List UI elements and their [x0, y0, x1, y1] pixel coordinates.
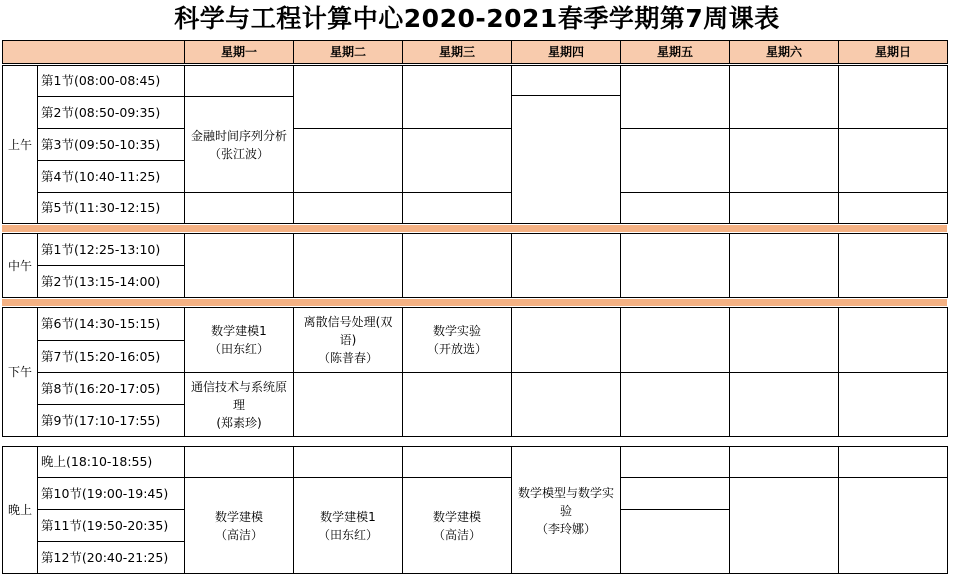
time-slot-label: 第9节(17:10-17:55): [41, 412, 161, 428]
empty-cell: [621, 373, 729, 436]
empty-cell: [403, 129, 511, 192]
empty-cell: [185, 234, 293, 297]
course-cell[interactable]: [512, 448, 620, 573]
time-slot-label: 第8节(16:20-17:05): [41, 380, 161, 396]
time-slot-label: 第10节(19:00-19:45): [41, 485, 169, 501]
time-slot: [38, 510, 184, 541]
time-slot: [38, 97, 184, 128]
day-header: [403, 41, 511, 63]
time-slot-label: 第5节(11:30-12:15): [41, 200, 161, 215]
day-header-label: 星期三: [438, 45, 475, 59]
empty-cell: [839, 129, 947, 192]
course-cell[interactable]: [185, 373, 293, 436]
empty-cell: [512, 373, 620, 436]
empty-cell: [730, 193, 838, 223]
course-name: 数学模型与数学实验: [517, 485, 614, 518]
empty-cell: [730, 478, 838, 573]
time-slot: [38, 266, 184, 297]
period-separator: [2, 438, 947, 445]
page-title: 科学与工程计算中心2020-2021春季学期第7周课表: [174, 4, 780, 33]
time-slot: [38, 308, 184, 340]
day-header: [730, 41, 838, 63]
time-slot-label: 第7节(15:20-16:05): [41, 348, 161, 364]
course-name: 数学建模1: [320, 509, 376, 524]
course-teacher: (郑素珍): [216, 415, 262, 430]
empty-cell: [621, 234, 729, 297]
time-slot-label: 第11节(19:50-20:35): [41, 517, 169, 533]
empty-cell: [294, 66, 402, 128]
empty-cell: [294, 373, 402, 436]
course-cell[interactable]: [403, 478, 511, 573]
day-header: [621, 41, 729, 63]
course-cell[interactable]: [185, 308, 293, 372]
day-header-label: 星期五: [656, 45, 693, 59]
empty-cell: [839, 234, 947, 297]
time-slot-label: 第1节(12:25-13:10): [41, 241, 161, 257]
course-name: 金融时间序列分析: [190, 128, 287, 143]
course-name: 数学建模: [214, 509, 263, 524]
time-slot-label: 第4节(10:40-11:25): [41, 168, 161, 184]
course-cell[interactable]: [185, 97, 293, 192]
course-cell[interactable]: [185, 478, 293, 573]
header-corner: [3, 41, 184, 63]
empty-cell: [730, 66, 838, 128]
course-name: 数学建模1: [211, 324, 267, 338]
empty-cell: [403, 66, 511, 128]
empty-cell: [839, 193, 947, 223]
empty-cell: [621, 129, 729, 192]
empty-cell: [403, 193, 511, 223]
time-slot: [38, 478, 184, 509]
empty-cell: [730, 234, 838, 297]
empty-cell: [294, 447, 402, 477]
period-label: [3, 447, 37, 573]
empty-cell: [512, 234, 620, 297]
course-teacher: （田东红）: [317, 527, 378, 542]
time-slot: [38, 234, 184, 265]
period-label: [3, 66, 37, 223]
time-slot: [38, 373, 184, 404]
course-teacher: （陈普春）: [317, 351, 378, 365]
time-slot: [38, 66, 184, 96]
empty-cell: [839, 373, 947, 436]
time-slot-label: 第2节(08:50-09:35): [41, 104, 161, 120]
empty-cell: [185, 66, 293, 96]
course-teacher: （田东红）: [208, 342, 269, 356]
time-slot-label: 第12节(20:40-21:25): [41, 549, 169, 565]
day-header: [512, 41, 620, 63]
day-header-label: 星期二: [329, 45, 366, 59]
time-slot: [38, 341, 184, 372]
course-cell[interactable]: [403, 308, 511, 372]
empty-cell: [839, 66, 947, 128]
day-header-label: 星期一: [220, 45, 257, 59]
empty-cell: [512, 308, 620, 372]
time-slot-label: 第2节(13:15-14:00): [41, 273, 161, 289]
period-label-text: 下午: [7, 365, 32, 379]
empty-cell: [730, 373, 838, 436]
empty-cell: [730, 447, 838, 477]
day-header-label: 星期四: [547, 45, 584, 59]
course-teacher: （高洁）: [432, 527, 481, 542]
empty-cell: [621, 193, 729, 223]
course-name: 数学建模: [432, 509, 481, 524]
course-name: 离散信号处理(双语): [303, 315, 393, 347]
time-slot-label: 第6节(14:30-15:15): [41, 316, 161, 331]
course-teacher: （李玲娜）: [535, 521, 596, 536]
time-slot: [38, 161, 184, 192]
empty-cell: [294, 234, 402, 297]
empty-cell: [294, 129, 402, 192]
day-header-label: 星期日: [874, 45, 911, 59]
period-label-text: 上午: [7, 137, 32, 152]
day-header: [185, 41, 293, 63]
time-slot: [38, 542, 184, 573]
time-slot: [38, 405, 184, 436]
empty-cell: [621, 478, 729, 509]
time-slot-label: 第3节(09:50-10:35): [41, 136, 161, 152]
day-header-label: 星期六: [765, 45, 802, 59]
empty-cell: [730, 129, 838, 192]
time-slot-label: 第1节(08:00-08:45): [41, 73, 161, 88]
period-label-text: 中午: [7, 258, 32, 273]
period-label: [3, 308, 37, 436]
period-label: [3, 234, 37, 297]
empty-cell: [185, 447, 293, 477]
course-cell[interactable]: [294, 478, 402, 573]
empty-cell: [621, 66, 729, 128]
empty-cell: [403, 373, 511, 436]
period-separator: [2, 299, 947, 306]
time-slot: [38, 129, 184, 160]
empty-cell: [621, 308, 729, 372]
course-teacher: （张江波）: [208, 146, 269, 161]
empty-cell: [294, 193, 402, 223]
empty-cell: [403, 447, 511, 477]
period-label-text: 晚上: [7, 503, 32, 517]
empty-cell: [512, 96, 620, 223]
period-separator: [2, 225, 947, 232]
empty-cell: [403, 234, 511, 297]
empty-cell: [839, 308, 947, 372]
empty-cell: [621, 447, 729, 477]
empty-cell: [185, 193, 293, 223]
time-slot: [38, 193, 184, 223]
empty-cell: [621, 510, 729, 573]
course-cell[interactable]: [294, 308, 402, 372]
course-teacher: （高洁）: [214, 527, 263, 542]
course-name: 数学实验: [432, 324, 481, 338]
course-teacher: （开放选）: [426, 342, 487, 356]
time-slot: [38, 447, 184, 477]
course-name: 通信技术与系统原理: [190, 379, 287, 412]
day-header: [294, 41, 402, 63]
empty-cell: [839, 447, 947, 477]
empty-cell: [839, 478, 947, 573]
time-slot-label: 晚上(18:10-18:55): [41, 454, 153, 469]
empty-cell: [512, 66, 620, 95]
day-header: [839, 41, 947, 63]
empty-cell: [730, 308, 838, 372]
